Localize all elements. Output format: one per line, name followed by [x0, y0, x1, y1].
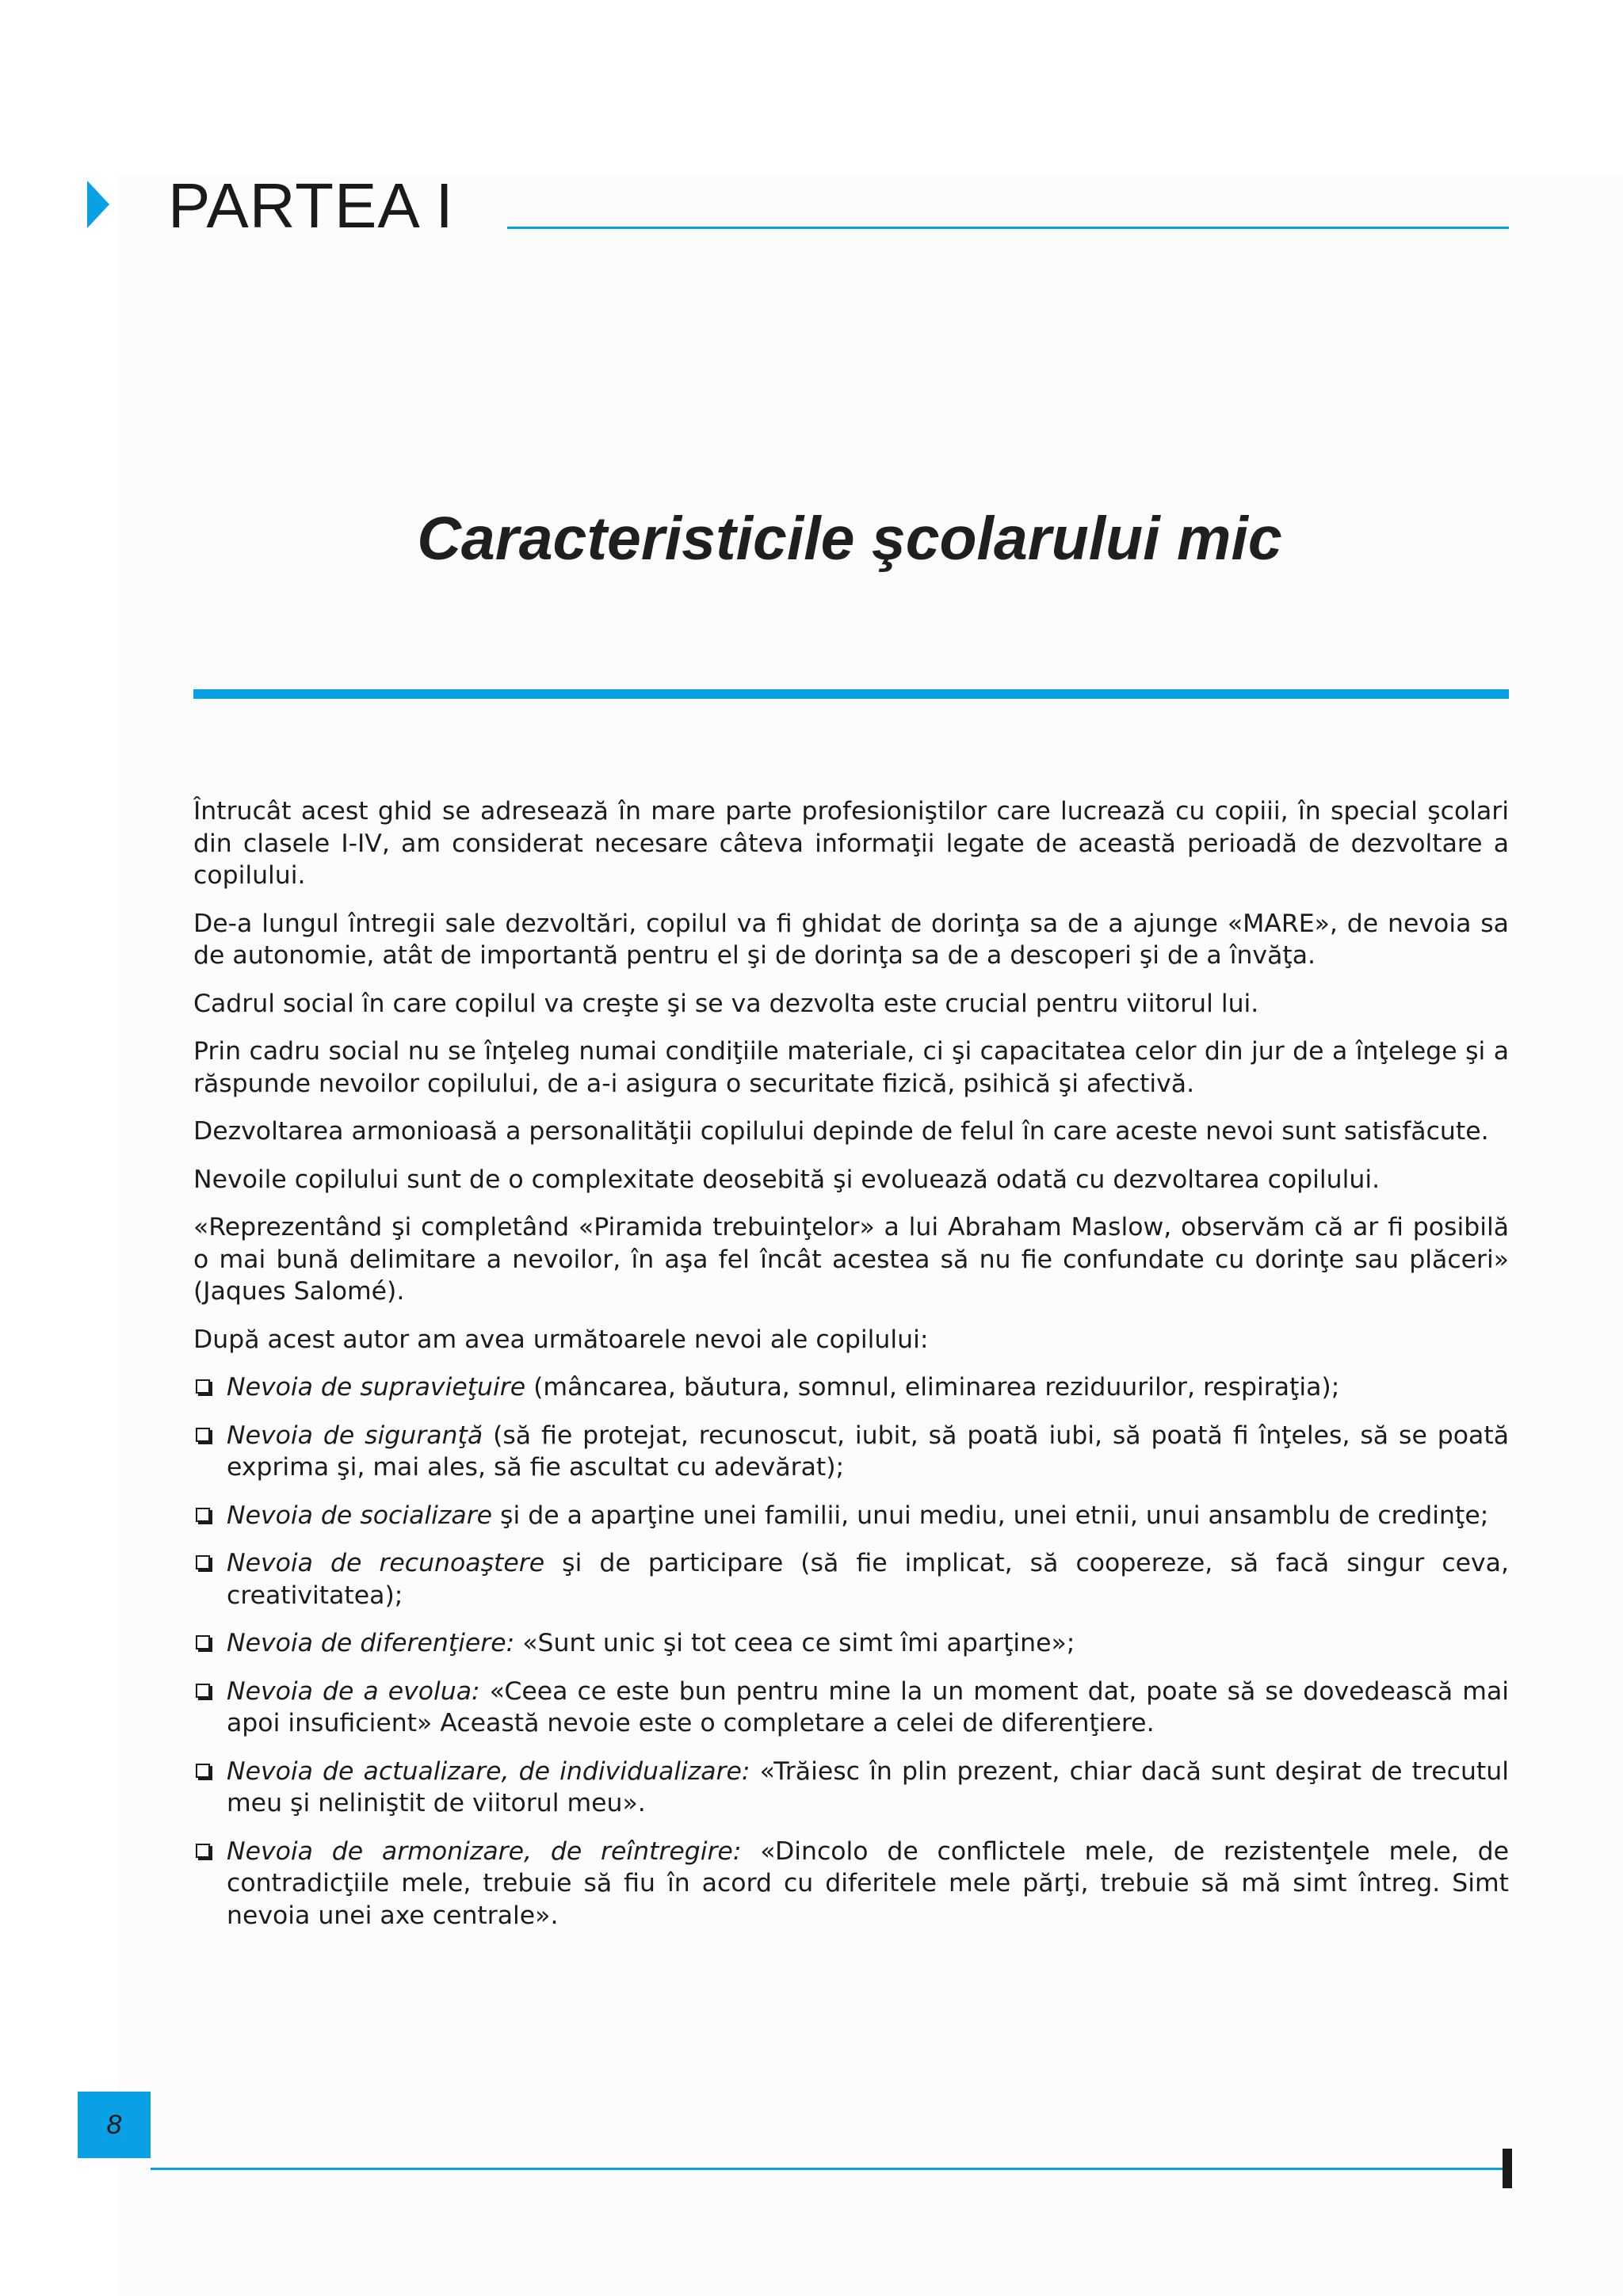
list-item [193, 1420, 1509, 1484]
need-description: şi de a aparţine unei familii, unui mediu, unei etnii, unui ansamblu de credinţe; [492, 1501, 1489, 1530]
list-item [193, 1676, 1509, 1740]
need-term: Nevoia de actualizare, de individualizare: [227, 1756, 750, 1786]
list-item [193, 1627, 1509, 1660]
need-term: Nevoia de supravieţuire [227, 1373, 526, 1402]
checkbox-bullet-icon [196, 1428, 210, 1442]
need-term: Nevoia de armonizare, de reîntregire: [227, 1836, 742, 1866]
paragraph: De-a lungul întregii sale dezvoltări, copilul va fi ghidat de dorinţa sa de a ajunge «MARE», de nevoia sa de autonomie, atât de importantă pentru el şi de dorinţa sa de a descoperi şi de a învăţa. [193, 909, 1509, 970]
list-item [193, 1756, 1509, 1820]
paragraph: Dezvoltarea armonioasă a personalităţii copilului depinde de felul în care aceste nevoi sunt satisfăcute. [193, 1117, 1489, 1146]
needs-list [193, 1371, 1509, 1932]
checkbox-bullet-icon [196, 1555, 210, 1569]
list-item [193, 1500, 1509, 1532]
part-arrow-icon [87, 181, 109, 228]
paragraph: «Reprezentând şi completând «Piramida trebuinţelor» a lui Abraham Maslow, observăm că ar fi posibilă o mai bună delimitare a nevoilor, în aşa fel încât acestea să nu fie confundate cu dorinţe sau plăceri» (Jaques Salomé). [193, 1213, 1509, 1306]
need-term: Nevoia de socializare [227, 1501, 493, 1530]
need-description: şi de participare (să fie implicat, să coopereze, să facă singur ceva, creativitatea); [227, 1549, 1509, 1610]
chapter-title [193, 499, 1509, 578]
part-title: PARTEA I [168, 170, 454, 241]
checkbox-bullet-icon [196, 1635, 210, 1650]
need-description: «Trăiesc în plin prezent, chiar dacă sunt deşirat de trecutul meu şi neliniştit de viitorul meu». [227, 1756, 1510, 1817]
list-item [193, 1547, 1509, 1611]
need-term: Nevoia de siguranţă [227, 1421, 483, 1450]
need-term: Nevoia de recunoaştere [227, 1549, 545, 1577]
checkbox-bullet-icon [196, 1844, 210, 1858]
footer-rule [151, 2168, 1503, 2170]
page-number: 8 [78, 2092, 151, 2158]
footer-end-bar [1503, 2149, 1512, 2188]
paragraph: Prin cadru social nu se înţeleg numai condiţiile materiale, ci şi capacitatea celor din jur de a înţelege şi a răspunde nevoilor copilului, de a-i asigura o securitate fizică, psihică şi afectivă. [193, 1037, 1509, 1098]
checkbox-bullet-icon [196, 1764, 210, 1778]
need-description: «Sunt unic şi tot ceea ce simt îmi aparţine»; [514, 1629, 1075, 1657]
need-description: «Dincolo de conflictele mele, de rezistenţele mele, de contradicţiile mele, trebuie să fiu în acord cu diferitele mele părţi, trebuie să mă simt întreg. Simt nevoia unei axe centrale». [227, 1836, 1509, 1930]
list-item [193, 1836, 1509, 1932]
paragraph: Întrucât acest ghid se adresează în mare parte profesioniştilor care lucrează cu copiii, în special şcolari din clasele I-IV, am considerat necesare câteva informaţii legate de această perioadă de dezvoltare a copilului. [193, 797, 1509, 890]
checkbox-bullet-icon [196, 1684, 210, 1698]
part-title-rule [507, 227, 1509, 229]
need-description: «Ceea ce este bun pentru mine la un moment dat, poate să se dovedească mai apoi insuficient» Această nevoie este o completare a celei de diferenţiere. [227, 1676, 1509, 1737]
paragraph: Nevoile copilului sunt de o complexitate deosebită şi evoluează odată cu dezvoltarea copilului. [193, 1165, 1381, 1194]
need-term: Nevoia de diferenţiere: [227, 1629, 515, 1657]
checkbox-bullet-icon [196, 1508, 210, 1522]
need-description: (să fie protejat, recunoscut, iubit, să poată iubi, să poată fi înţeles, să se poată exprima şi, mai ales, să fie ascultat cu adevărat); [227, 1421, 1509, 1482]
list-item [193, 1371, 1509, 1404]
checkbox-bullet-icon [196, 1379, 210, 1394]
paragraph: Cadrul social în care copilul va creşte şi se va dezvolta este crucial pentru viitorul lui. [193, 989, 1259, 1018]
need-description: (mâncarea, băutura, somnul, eliminarea reziduurilor, respiraţia); [525, 1373, 1340, 1402]
paragraph: După acest autor am avea următoarele nevoi ale copilului: [193, 1325, 929, 1354]
chapter-title-text: Caracteristicile şcolarului mic [417, 505, 1282, 573]
need-term: Nevoia de a evolua: [227, 1676, 480, 1706]
body-text [193, 795, 1509, 1947]
chapter-title-rule [193, 689, 1509, 699]
